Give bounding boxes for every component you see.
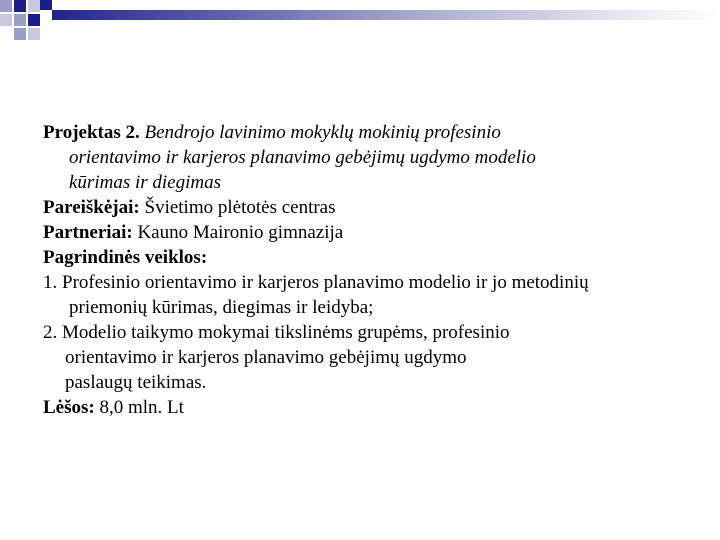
activity-item-1-continued: priemonių kūrimas, diegimas ir leidyba; bbox=[69, 297, 374, 318]
applicant-line bbox=[43, 195, 693, 220]
activity-item-1: 1. Profesinio orientavimo ir karjeros planavimo modelio ir jo metodinių bbox=[43, 272, 589, 293]
activities-heading: Pagrindinės veiklos: bbox=[43, 247, 208, 268]
header-gradient-bar bbox=[52, 10, 720, 20]
partners-line bbox=[43, 220, 693, 245]
project-title-continued: orientavimo ir karjeros planavimo gebėjimų ugdymo modelio bbox=[69, 147, 536, 168]
activity-item-2-continued: orientavimo ir karjeros planavimo gebėjimų ugdymo bbox=[65, 347, 467, 368]
decor-square bbox=[40, 0, 52, 10]
project-title-continued: kūrimas ir diegimas bbox=[69, 172, 221, 193]
decor-square bbox=[14, 28, 26, 40]
funds-value: 8,0 mln. Lt bbox=[99, 397, 184, 418]
slide-body bbox=[43, 120, 693, 420]
project-label: Projektas 2. bbox=[43, 122, 140, 143]
funds-line bbox=[43, 395, 693, 420]
decor-square bbox=[14, 0, 26, 12]
decor-square bbox=[28, 0, 40, 12]
applicant-label: Pareiškėjai: bbox=[43, 197, 140, 218]
decor-square bbox=[14, 14, 26, 26]
funds-label: Lėšos: bbox=[43, 397, 95, 418]
partners-value: Kauno Maironio gimnazija bbox=[137, 222, 344, 243]
project-title: Bendrojo lavinimo mokyklų mokinių profesinio bbox=[144, 122, 501, 143]
decor-square bbox=[28, 28, 40, 40]
project-title-line bbox=[43, 120, 693, 145]
header-decoration bbox=[0, 0, 720, 44]
partners-label: Partneriai: bbox=[43, 222, 133, 243]
decor-square bbox=[0, 0, 12, 12]
applicant-value: Švietimo plėtotės centras bbox=[144, 197, 336, 218]
decor-square bbox=[28, 14, 40, 26]
decor-square bbox=[0, 14, 12, 26]
activity-item-2-continued: paslaugų teikimas. bbox=[65, 372, 207, 393]
activity-item-2: 2. Modelio taikymo mokymai tikslinėms grupėms, profesinio bbox=[43, 322, 510, 343]
